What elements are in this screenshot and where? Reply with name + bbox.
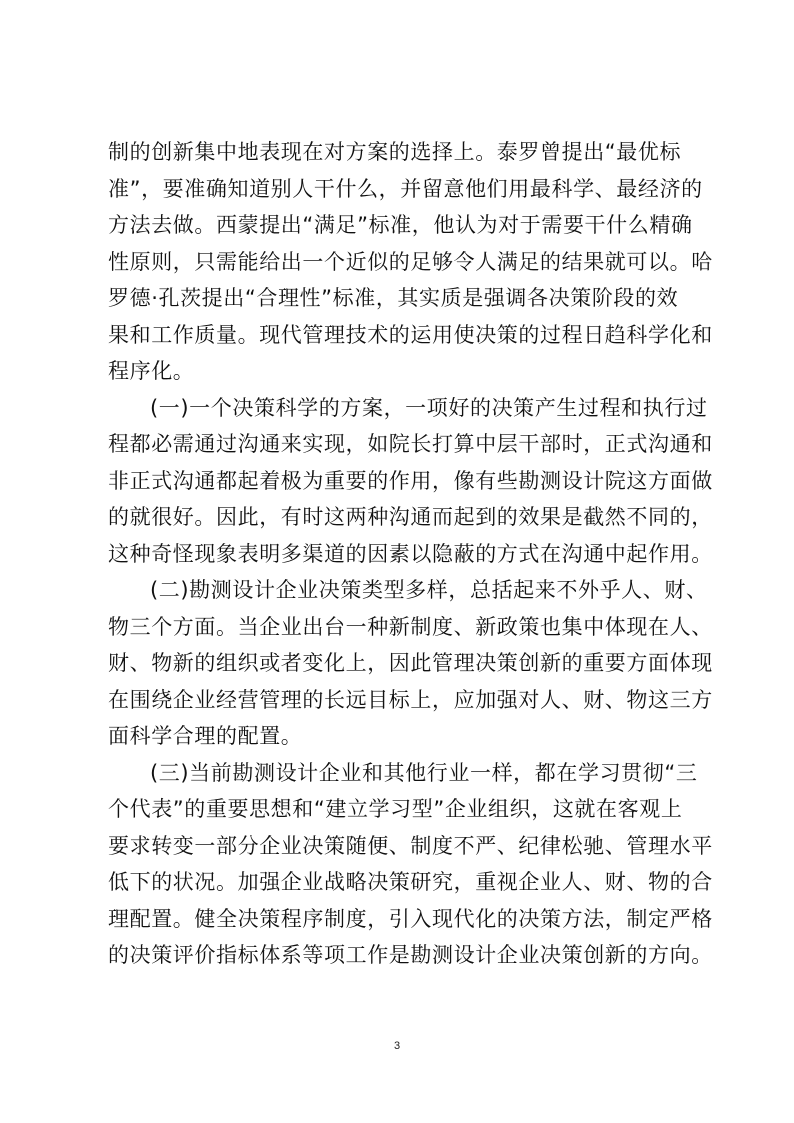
- text-line: 在围绕企业经营管理的长远目标上，应加强对人、财、物这三方: [108, 687, 713, 712]
- text-line: 罗德·孔茨提出“合理性”标准，其实质是强调各决策阶段的效: [108, 286, 679, 310]
- text-line: 这种奇怪现象表明多渠道的因素以隐蔽的方式在沟通中起作用。: [108, 541, 713, 566]
- text-line: 要求转变一部分企业决策随便、制度不严、纪律松驰、管理水平: [108, 833, 713, 858]
- text-line: 非正式沟通都起着极为重要的作用，像有些勘测设计院这方面做: [108, 468, 713, 493]
- text-line: 低下的状况。加强企业战略决策研究，重视企业人、财、物的合: [108, 870, 713, 894]
- paragraph-heading-3: (三)当前勘测设计企业和其他行业一样，都在学习贯彻“三: [150, 760, 698, 785]
- text-line: 理配置。健全决策程序制度，引入现代化的决策方法，制定严格: [108, 906, 713, 931]
- text-line: 制的创新集中地表现在对方案的选择上。泰罗曾提出“最优标: [108, 140, 682, 164]
- text-line: 的决策评价指标体系等项工作是勘测设计企业决策创新的方向。: [108, 943, 713, 967]
- text-line: 程都必需通过沟通来实现，如院长打算中层干部时，正式沟通和: [108, 432, 713, 456]
- text-line: 财、物新的组织或者变化上，因此管理决策创新的重要方面体现: [108, 651, 713, 675]
- paragraph-heading-1: (一)一个决策科学的方案，一项好的决策产生过程和执行过: [150, 395, 708, 420]
- text-line: 物三个方面。当企业出台一种新制度、新政策也集中体现在人、: [108, 614, 713, 639]
- text-line: 个代表”的重要思想和“建立学习型”企业组织，这就在客观上: [108, 797, 683, 821]
- text-line: 果和工作质量。现代管理技术的运用使决策的过程日趋科学化和: [108, 322, 713, 347]
- text-line: 的就很好。因此，有时这两种沟通而起到的效果是截然不同的，: [108, 505, 713, 529]
- text-line: 性原则，只需能给出一个近似的足够令人满足的结果就可以。哈: [108, 249, 713, 274]
- paragraph-heading-2: (二)勘测设计企业决策类型多样，总括起来不外乎人、财、: [150, 578, 708, 602]
- text-line: 方法去做。西蒙提出“满足”标准，他认为对于需要干什么精确: [108, 213, 693, 237]
- text-line: 面科学合理的配置。: [108, 724, 303, 748]
- text-line: 准”，要准确知道别人干什么，并留意他们用最科学、最经济的: [108, 176, 703, 201]
- body-text: [108, 134, 712, 974]
- text-line: 程序化。: [108, 359, 195, 383]
- page-number: 3: [393, 1040, 401, 1052]
